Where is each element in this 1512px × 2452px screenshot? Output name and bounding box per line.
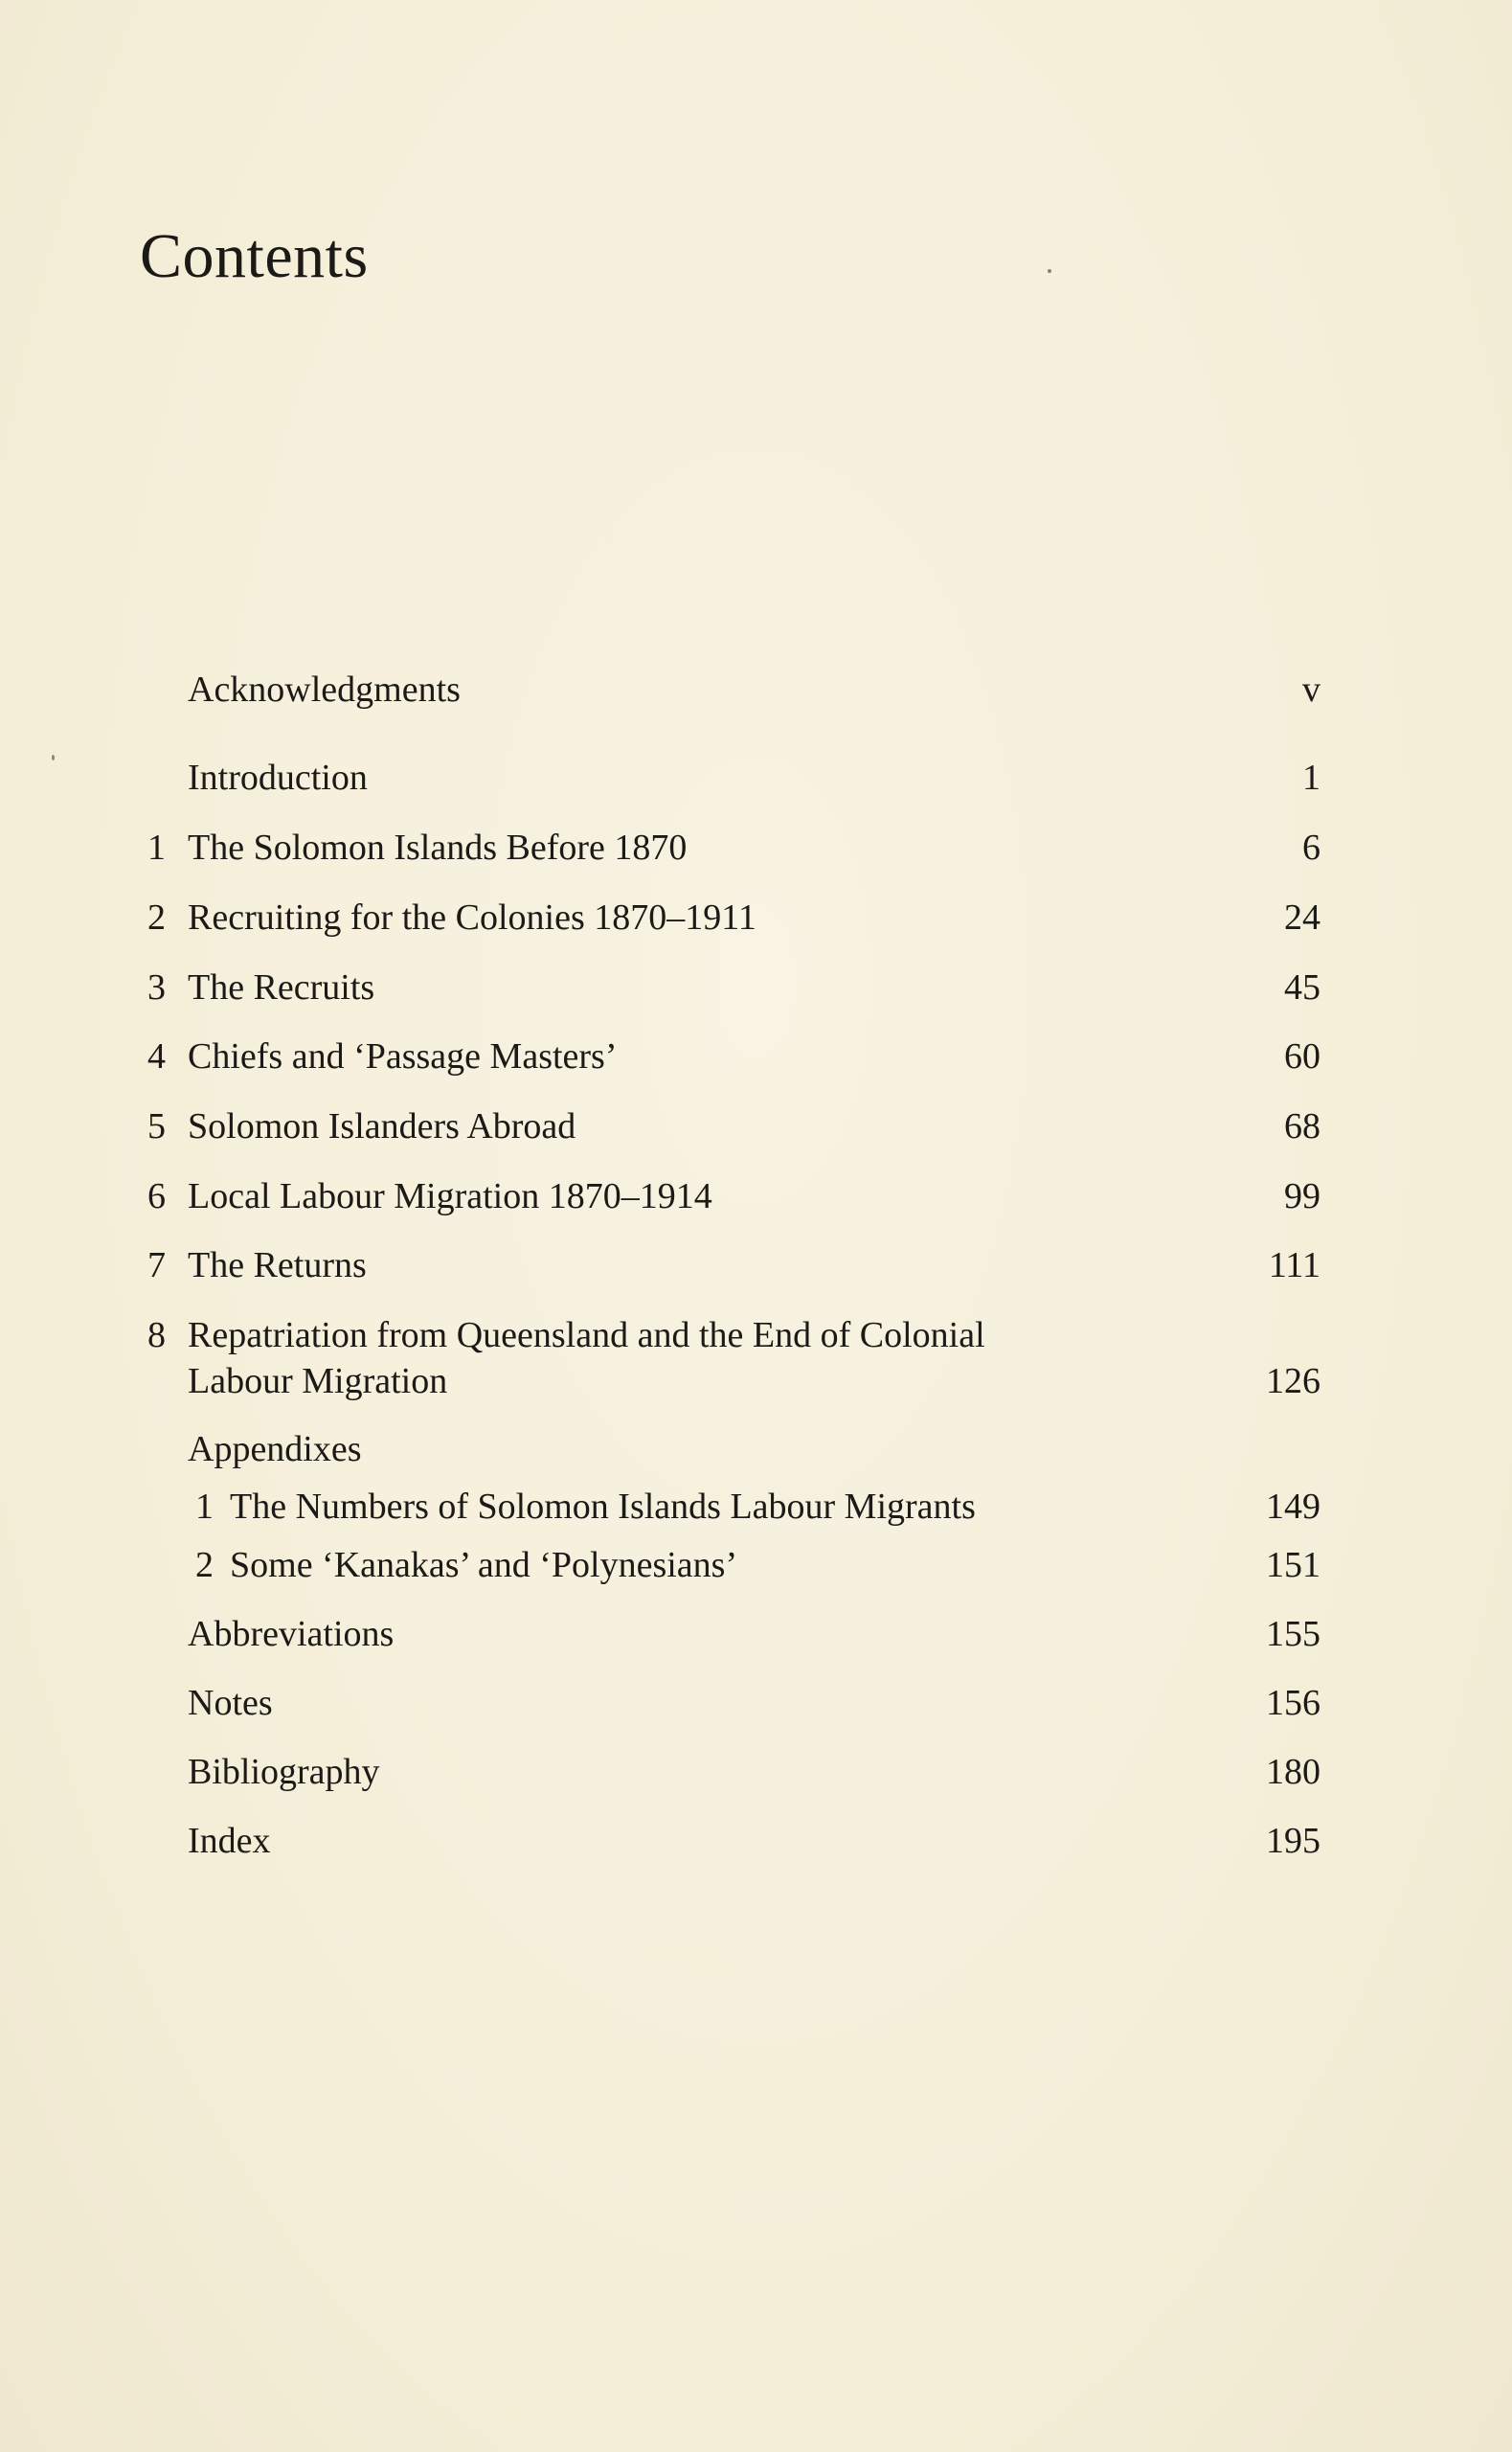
toc-entry-page: 180 bbox=[1266, 1752, 1320, 1792]
toc-entry-title: Appendixes bbox=[188, 1429, 362, 1469]
toc-entry-number: 6 bbox=[147, 1176, 166, 1216]
toc-entry-title-line-1: Repatriation from Queensland and the End of Colonial bbox=[188, 1315, 985, 1355]
toc-entry-number: 8 bbox=[147, 1315, 166, 1355]
toc-entry-title-line-2: Labour Migration bbox=[188, 1361, 448, 1401]
toc-entry-title: Index bbox=[188, 1821, 271, 1861]
toc-entry-number: 7 bbox=[147, 1245, 166, 1285]
toc-entry-page: 155 bbox=[1266, 1614, 1320, 1654]
toc-entry-number: 1 bbox=[195, 1487, 214, 1527]
toc-entry-title: Recruiting for the Colonies 1870–1911 bbox=[188, 897, 756, 938]
toc-entry-title: Bibliography bbox=[188, 1752, 380, 1792]
toc-entry-title: Some ‘Kanakas’ and ‘Polynesians’ bbox=[230, 1545, 738, 1585]
toc-entry-page: 68 bbox=[1284, 1106, 1320, 1147]
page-title: Contents bbox=[140, 221, 369, 291]
toc-entry-title: The Recruits bbox=[188, 967, 375, 1008]
toc-entry-title: Solomon Islanders Abroad bbox=[188, 1106, 576, 1147]
toc-entry-page: 24 bbox=[1284, 897, 1320, 938]
toc-entry-page: 45 bbox=[1284, 967, 1320, 1008]
toc-entry-page: 149 bbox=[1266, 1487, 1320, 1527]
toc-entry-title: The Returns bbox=[188, 1245, 367, 1285]
toc-entry-number: 3 bbox=[147, 967, 166, 1008]
toc-entry-number: 5 bbox=[147, 1106, 166, 1147]
toc-entry-title: The Solomon Islands Before 1870 bbox=[188, 828, 688, 868]
toc-entry-page: 99 bbox=[1284, 1176, 1320, 1216]
toc-entry-page: v bbox=[1302, 670, 1320, 710]
toc-entry-page: 195 bbox=[1266, 1821, 1320, 1861]
toc-entry-title: Chiefs and ‘Passage Masters’ bbox=[188, 1036, 618, 1077]
toc-entry-page: 156 bbox=[1266, 1683, 1320, 1723]
toc-entry-title: Local Labour Migration 1870–1914 bbox=[188, 1176, 712, 1216]
toc-entry-page: 6 bbox=[1302, 828, 1320, 868]
toc-entry-page: 60 bbox=[1284, 1036, 1320, 1077]
toc-entry-number: 1 bbox=[147, 828, 166, 868]
toc-entry-number: 4 bbox=[147, 1036, 166, 1077]
toc-entry-number: 2 bbox=[195, 1545, 214, 1585]
toc-entry-page: 151 bbox=[1266, 1545, 1320, 1585]
toc-entry-title: Acknowledgments bbox=[188, 670, 461, 710]
toc-entry-title: Abbreviations bbox=[188, 1614, 395, 1654]
toc-entry-number: 2 bbox=[147, 897, 166, 938]
toc-entry-title: Notes bbox=[188, 1683, 273, 1723]
toc-entry-page: 111 bbox=[1268, 1245, 1320, 1285]
toc-entry-title: Introduction bbox=[188, 758, 368, 798]
toc-entry-page: 126 bbox=[1266, 1361, 1320, 1401]
toc-entry-title: The Numbers of Solomon Islands Labour Migrants bbox=[230, 1487, 976, 1527]
toc-entry-page: 1 bbox=[1302, 758, 1320, 798]
